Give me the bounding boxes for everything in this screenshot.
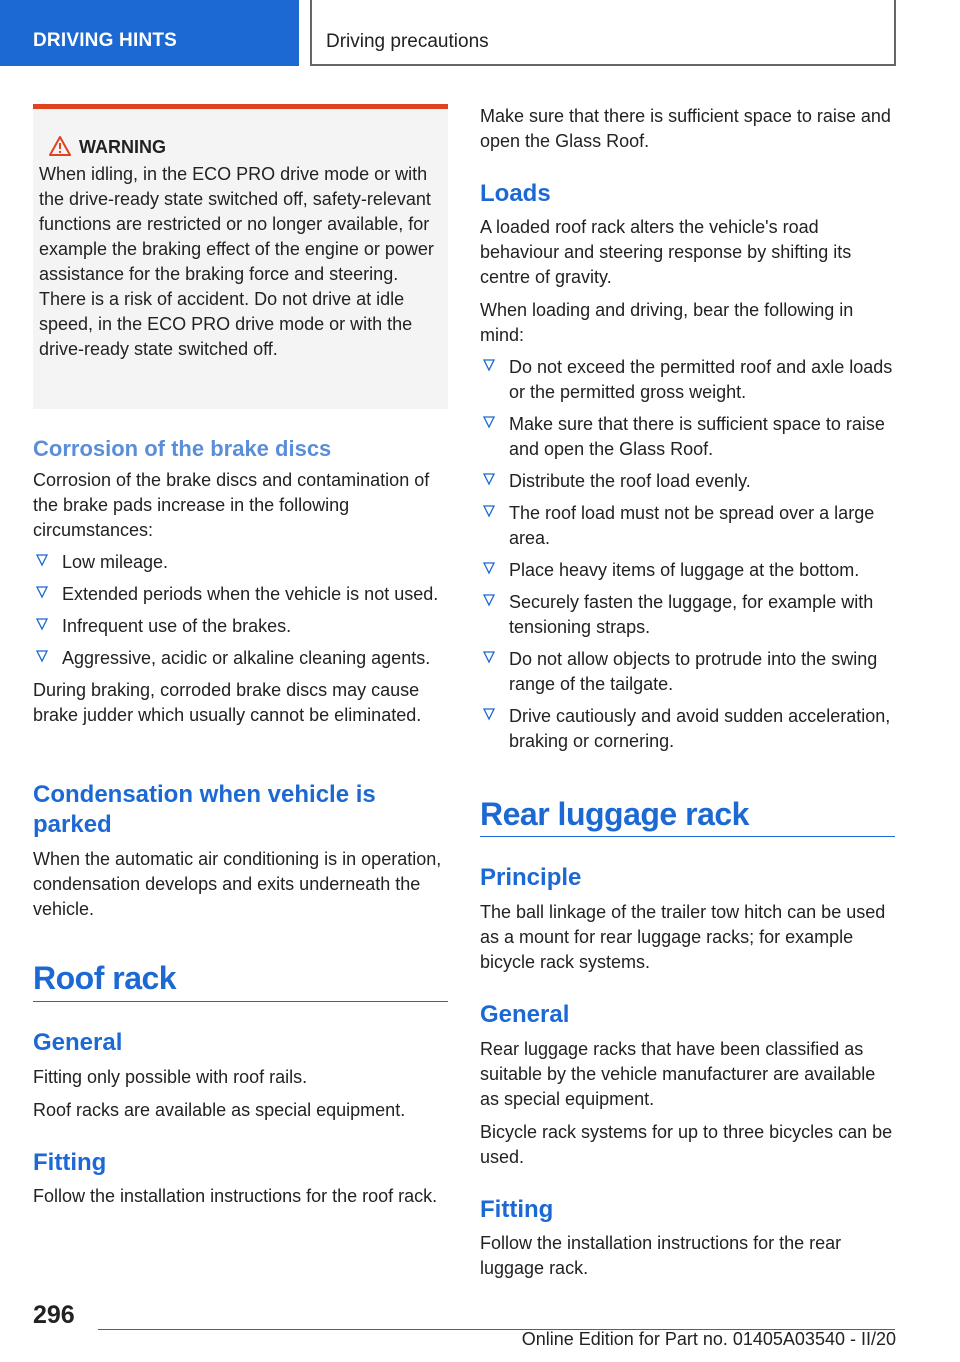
roof-fitting-continued: Make sure that there is sufficient space to raise and open the Glass Roof. [480,106,891,151]
loads-p2: When loading and driving, bear the following in mind: [480,300,854,345]
list-item: Drive cautiously and avoid sudden acceleration, braking or cornering. [480,704,896,754]
bullet-triangle-icon [36,649,48,663]
list-item: Distribute the roof load evenly. [480,469,896,494]
roof-general-p1: Fitting only possible with roof rails. [33,1067,308,1087]
bullet-triangle-icon [36,553,48,567]
list-item: Infrequent use of the brakes. [33,614,448,639]
corrosion-list [33,550,448,671]
principle-body: The ball linkage of the trailer tow hitch can be used as a mount for rear luggage racks; for example bicycle rack systems. [480,902,886,972]
rear-fitting-body: Follow the installation instructions for the rear luggage rack. [480,1233,842,1278]
list-item: The roof load must not be spread over a large area. [480,501,896,551]
bullet-triangle-icon [483,358,495,372]
rear-general-heading: General [480,1001,570,1028]
warning-heading [39,135,440,160]
corrosion-heading: Corrosion of the brake discs [33,436,332,461]
bullet-triangle-icon [483,650,495,664]
list-item: Securely fasten the luggage, for example with tensioning straps. [480,590,896,640]
roof-rack-heading: Roof rack [33,960,177,996]
roof-general-p2: Roof racks are available as special equipment. [33,1100,406,1120]
rear-fitting-heading: Fitting [480,1196,554,1223]
condensation-heading: Condensation when vehicle is parked [33,781,376,838]
section-title: Driving precautions [310,0,896,66]
page-number: 296 [33,1301,75,1329]
loads-list [480,355,896,754]
section-tab[interactable]: DRIVING HINTS [0,0,299,66]
list-item: Do not allow objects to protrude into the swing range of the tailgate. [480,647,896,697]
bullet-triangle-icon [483,707,495,721]
loads-p1: A loaded roof rack alters the vehicle's road behaviour and steering response by shifting its centre of gravity. [480,217,852,287]
list-item: Aggressive, acidic or alkaline cleaning agents. [33,646,448,671]
roof-fitting-body: Follow the installation instructions for the roof rack. [33,1186,438,1206]
loads-heading: Loads [480,180,551,207]
corrosion-intro: Corrosion of the brake discs and contamination of the brake pads increase in the following circumstances: [33,470,430,540]
corrosion-outro: During braking, corroded brake discs may cause brake judder which usually cannot be eliminated. [33,680,422,725]
bullet-triangle-icon [483,593,495,607]
edition-note: Online Edition for Part no. 01405A03540 - II/20 [521,1329,896,1349]
warning-triangle-icon [49,135,71,157]
section-divider [33,1001,448,1002]
list-item: Make sure that there is sufficient space to raise and open the Glass Roof. [480,412,896,462]
bullet-triangle-icon [483,472,495,486]
list-item: Extended periods when the vehicle is not used. [33,582,448,607]
bullet-triangle-icon [36,617,48,631]
bullet-triangle-icon [483,504,495,518]
bullet-triangle-icon [483,561,495,575]
warning-body: When idling, in the ECO PRO drive mode or with the drive-ready state switched off, safety-relevant functions are restricted or no longer available, for example the braking effect of the engine or power assistance for the braking force and steering. There is a risk of accident. Do not drive at idle speed, in the ECO PRO drive mode or with the drive-ready state switched off. [39,164,434,359]
bullet-triangle-icon [483,415,495,429]
rear-rack-heading: Rear luggage rack [480,796,749,832]
corrosion-section [33,468,448,728]
condensation-body: When the automatic air conditioning is in operation, condensation develops and exits underneath the vehicle. [33,849,442,919]
list-item: Place heavy items of luggage at the bottom. [480,558,896,583]
list-item: Do not exceed the permitted roof and axle loads or the permitted gross weight. [480,355,896,405]
section-divider [480,836,895,837]
principle-heading: Principle [480,864,582,891]
roof-general-heading: General [33,1029,123,1056]
rear-general-p1: Rear luggage racks that have been classified as suitable by the vehicle manufacturer are available as special equipment. [480,1039,876,1109]
list-item: Low mileage. [33,550,448,575]
rear-general-p2: Bicycle rack systems for up to three bicycles can be used. [480,1122,893,1167]
bullet-triangle-icon [36,585,48,599]
warning-title: WARNING [79,137,166,157]
warning-box [33,104,448,409]
roof-fitting-heading: Fitting [33,1149,107,1176]
loads-section [480,215,896,761]
